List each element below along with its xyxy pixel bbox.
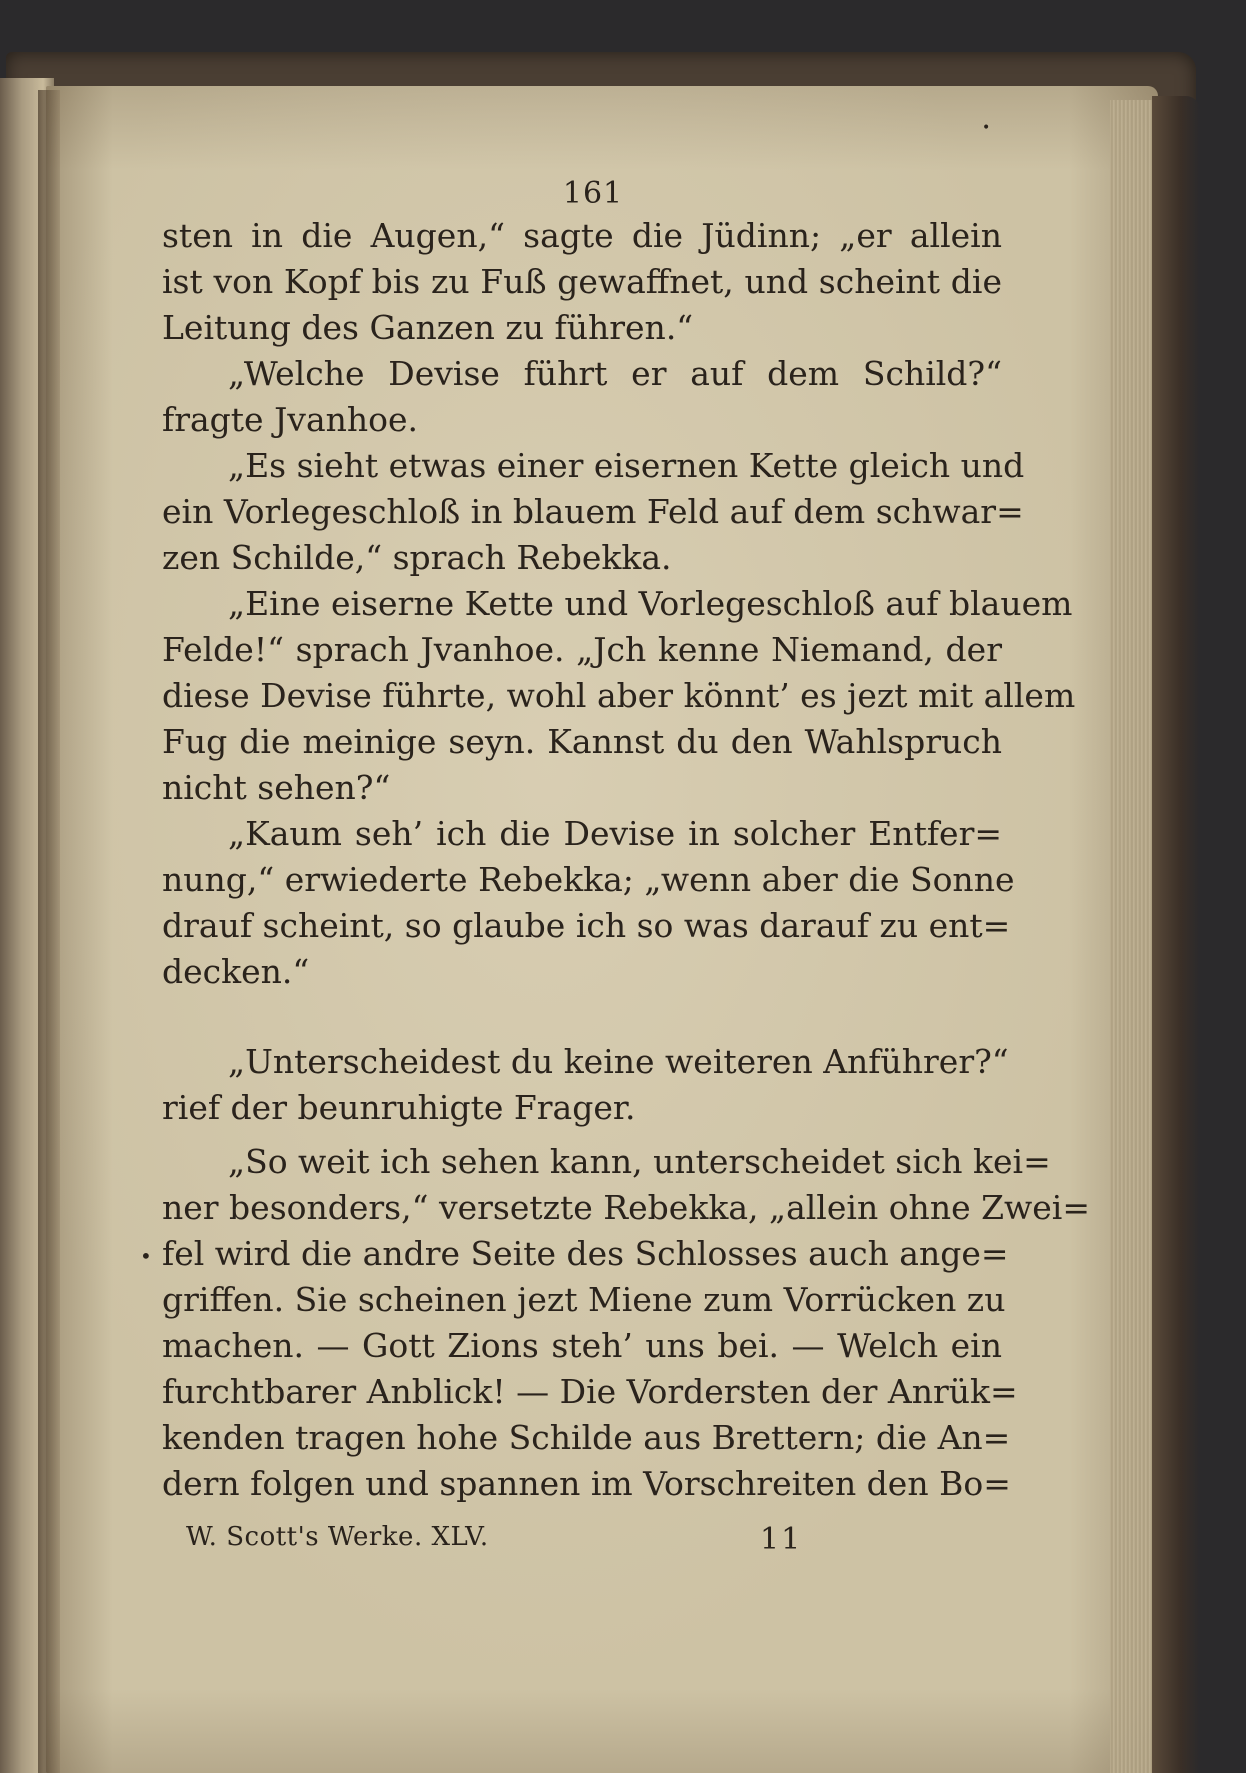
text-line: fel wird die andre Seite des Schlosses auch ange= [162,1234,1009,1273]
text-line: fragte Jvanhoe. [162,400,419,439]
page-number: 161 [562,176,624,211]
text-line: ner besonders,“ versetzte Rebekka, „allein ohne Zwei= [162,1188,1090,1227]
page-block-edges [1110,100,1158,1773]
text-line: Felde!“ sprach Jvanhoe. „Jch kenne Niemand, der [162,630,1002,669]
text-line: machen. — Gott Zions steh’ uns bei. — Welch ein [162,1326,1002,1365]
text-line: diese Devise führte, wohl aber könnt’ es jezt mit allem [162,676,1076,715]
text-line: „Es sieht etwas einer eisernen Kette gleich und [228,446,1025,485]
text-line: drauf scheint, so glaube ich so was darauf zu ent= [162,906,1011,945]
text-line: „Unterscheidest du keine weiteren Anführer?“ [228,1042,1009,1081]
text-line: „Welche Devise führt er auf dem Schild?“ [228,354,1002,393]
text-line: zen Schilde,“ sprach Rebekka. [162,538,672,577]
footer-signature: W. Scott's Werke. XLV. [186,1522,489,1552]
text-line: nung,“ erwiederte Rebekka; „wenn aber die Sonne [162,860,1015,899]
stain-mark: • [982,120,991,136]
text-line: ist von Kopf bis zu Fuß gewaffnet, und scheint die [162,262,1002,301]
text-line: sten in die Augen,“ sagte die Jüdinn; „er allein [162,216,1002,255]
page-gutter [38,90,60,1773]
text-line: „Eine eiserne Kette und Vorlegeschloß auf blauem [228,584,1073,623]
margin-dot-mark: • [140,1244,152,1268]
text-line: rief der beunruhigte Frager. [162,1088,636,1127]
cover-edge [1152,96,1200,1773]
text-line: Fug die meinige seyn. Kannst du den Wahlspruch [162,722,1002,761]
text-line: furchtbarer Anblick! — Die Vordersten der Anrük= [162,1372,1018,1411]
text-line: dern folgen und spannen im Vorschreiten den Bo= [162,1464,1011,1503]
text-line: ein Vorlegeschloß in blauem Feld auf dem schwar= [162,492,1024,531]
footer-sheet-number: 11 [760,1522,803,1557]
text-line: nicht sehen?“ [162,768,391,807]
text-line: kenden tragen hohe Schilde aus Brettern; die An= [162,1418,1011,1457]
text-line: „Kaum seh’ ich die Devise in solcher Entfer= [228,814,1002,853]
text-line: Leitung des Ganzen zu führen.“ [162,308,694,347]
text-line: „So weit ich sehen kann, unterscheidet sich kei= [228,1142,1051,1181]
text-line: decken.“ [162,952,310,991]
text-line: griffen. Sie scheinen jezt Miene zum Vorrücken zu [162,1280,1006,1319]
